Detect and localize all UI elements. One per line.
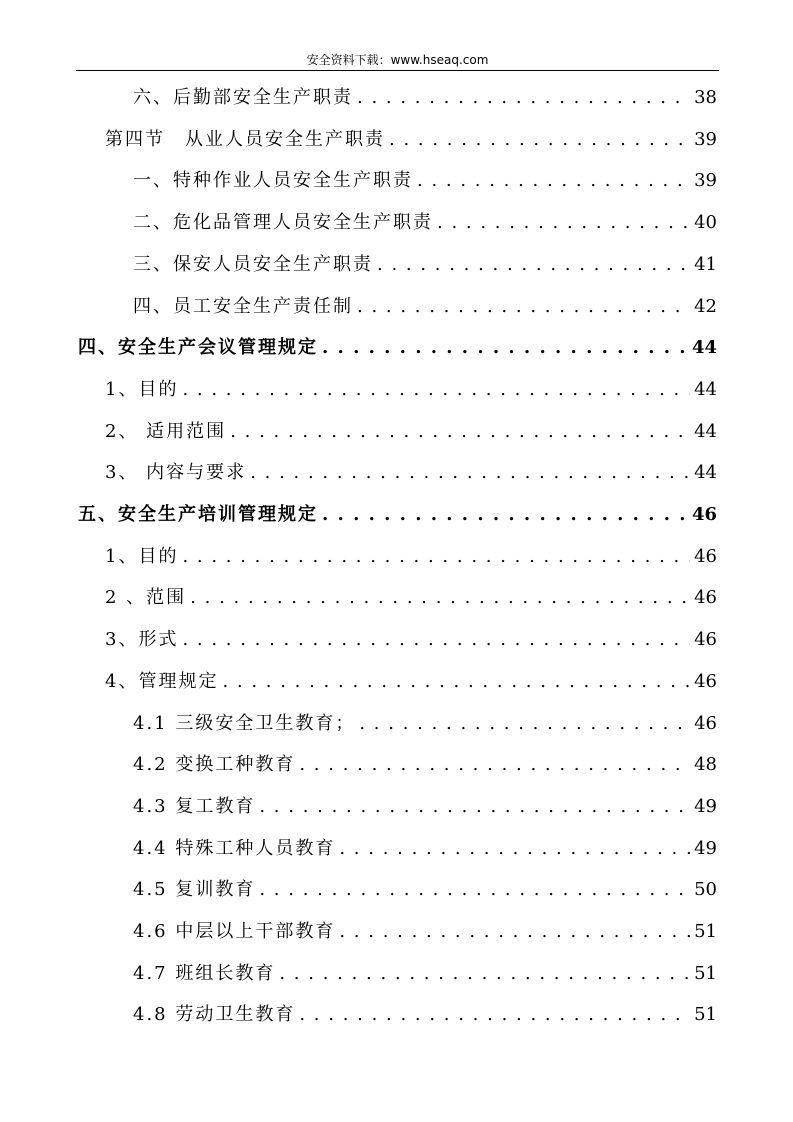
dot-leader: [299, 1001, 690, 1029]
dot-leader: [322, 501, 688, 529]
toc-entry-label: 4.8 劳动卫生教育: [133, 1004, 296, 1025]
toc-entry-page-number: 49: [694, 796, 717, 817]
toc-entry-page-number: 38: [694, 87, 717, 108]
toc-entry-label: 六、后勤部安全生产职责: [133, 87, 353, 108]
toc-entry-page-number: 44: [694, 462, 717, 483]
toc-entry-page-number: 39: [694, 170, 717, 191]
dot-leader: [389, 126, 690, 154]
toc-entry-page-number: 46: [694, 713, 717, 734]
toc-entry-page-number: 51: [694, 963, 717, 984]
dot-leader: [250, 459, 690, 487]
toc-entry-page-number: 50: [694, 879, 717, 900]
toc-entry[interactable]: [78, 334, 717, 362]
toc-entry-label: 三、保安人员安全生产职责: [133, 254, 373, 275]
toc-entry-label: 四、员工安全生产责任制: [133, 296, 353, 317]
toc-entry[interactable]: [105, 126, 717, 154]
toc-entry[interactable]: [133, 876, 717, 904]
dot-leader: [222, 668, 690, 696]
toc-entry-label: 4.6 中层以上干部教育: [133, 921, 336, 942]
toc-entry-label: 4.1 三级安全卫生教育；: [133, 713, 356, 734]
dot-leader: [437, 209, 690, 237]
toc-entry-label: 3、 内容与要求: [105, 462, 247, 483]
toc-entry-label: 4.2 变换工种教育: [133, 754, 296, 775]
toc-entry-label: 4.7 班组长教育: [133, 963, 276, 984]
toc-entry-label: 4.3 复工教育: [133, 796, 256, 817]
toc-entry-label: 3、形式: [105, 629, 179, 650]
toc-entry[interactable]: [133, 84, 717, 112]
toc-entry-page-number: 46: [694, 629, 717, 650]
toc-entry-label: 4、管理规定: [105, 671, 219, 692]
toc-entry[interactable]: [133, 251, 717, 279]
toc-entry-page-number: 46: [694, 587, 717, 608]
toc-entry[interactable]: [133, 835, 717, 863]
toc-entry[interactable]: [105, 459, 717, 487]
dot-leader: [230, 418, 690, 446]
toc-entry[interactable]: [133, 209, 717, 237]
toc-entry[interactable]: [105, 668, 717, 696]
toc-entry-page-number: 46: [694, 546, 717, 567]
dot-leader: [190, 584, 690, 612]
dot-leader: [279, 960, 690, 988]
toc-entry-label: 第四节 从业人员安全生产职责: [105, 129, 385, 150]
toc-entry[interactable]: [105, 418, 717, 446]
toc-entry[interactable]: [133, 918, 717, 946]
dot-leader: [377, 251, 690, 279]
toc-entry-label: 四、安全生产会议管理规定: [78, 337, 318, 358]
toc-entry-page-number: 51: [694, 1004, 717, 1025]
toc-entry-label: 4.4 特殊工种人员教育: [133, 838, 336, 859]
toc-entry-page-number: 46: [694, 671, 717, 692]
toc-entry-page-number: 49: [694, 838, 717, 859]
dot-leader: [182, 376, 690, 404]
dot-leader: [359, 710, 690, 738]
dot-leader: [339, 835, 690, 863]
toc-entry[interactable]: [105, 543, 717, 571]
toc-entry[interactable]: [133, 293, 717, 321]
toc-entry[interactable]: [133, 710, 717, 738]
toc-entry-label: 二、危化品管理人员安全生产职责: [133, 212, 433, 233]
toc-entry[interactable]: [78, 501, 717, 529]
toc-entry-page-number: 44: [694, 421, 717, 442]
toc-entry-label: 1、目的: [105, 546, 179, 567]
dot-leader: [259, 876, 690, 904]
toc-entry-page-number: 41: [694, 254, 717, 275]
toc-entry-page-number: 40: [694, 212, 717, 233]
dot-leader: [299, 751, 690, 779]
toc-entry-label: 2 、范围: [105, 587, 187, 608]
dot-leader: [182, 626, 690, 654]
dot-leader: [182, 543, 690, 571]
toc-entry[interactable]: [133, 751, 717, 779]
dot-leader: [259, 793, 690, 821]
header-divider: [76, 70, 719, 71]
dot-leader: [357, 84, 690, 112]
toc-entry-page-number: 39: [694, 129, 717, 150]
toc-entry[interactable]: [133, 1001, 717, 1029]
toc-entry-page-number: 46: [691, 504, 717, 525]
toc-entry[interactable]: [133, 167, 717, 195]
toc-entry-label: 五、安全生产培训管理规定: [78, 504, 318, 525]
dot-leader: [339, 918, 690, 946]
toc-entry[interactable]: [133, 960, 717, 988]
dot-leader: [357, 293, 690, 321]
toc-entry-label: 2、 适用范围: [105, 421, 227, 442]
toc-entry-page-number: 44: [694, 379, 717, 400]
toc-entry-page-number: 51: [694, 921, 717, 942]
toc-entry[interactable]: [105, 376, 717, 404]
toc-entry-page-number: 48: [694, 754, 717, 775]
toc-entry-label: 1、目的: [105, 379, 179, 400]
toc-entry-page-number: 42: [694, 296, 717, 317]
toc-entry[interactable]: [105, 584, 717, 612]
toc-entry[interactable]: [105, 626, 717, 654]
dot-leader: [417, 167, 690, 195]
toc-entry-label: 一、特种作业人员安全生产职责: [133, 170, 413, 191]
toc-entry-page-number: 44: [691, 337, 717, 358]
toc-entry-label: 4.5 复训教育: [133, 879, 256, 900]
page-header: 安全资料下载：www.hseaq.com: [306, 53, 489, 67]
dot-leader: [322, 334, 688, 362]
toc-entry[interactable]: [133, 793, 717, 821]
